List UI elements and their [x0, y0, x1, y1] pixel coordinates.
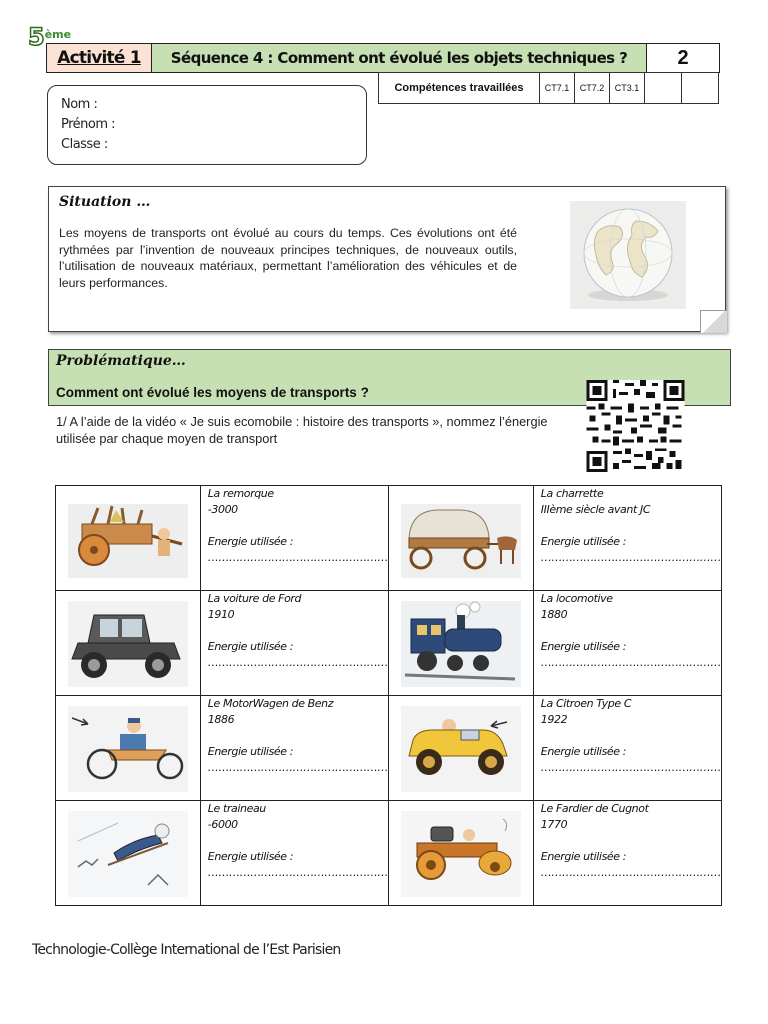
energy-answer-line[interactable]: …………………………………………… — [540, 866, 721, 879]
vehicle-info-cell — [533, 486, 721, 591]
covered-wagon-icon — [391, 494, 531, 582]
energy-answer-line[interactable]: …………………………………………… — [207, 866, 388, 879]
competences-label: Compétences travaillées — [379, 73, 540, 103]
energy-answer-line[interactable]: …………………………………………… — [207, 656, 388, 669]
page-number: 2 — [677, 47, 689, 69]
nom-field[interactable]: Nom : — [61, 97, 98, 112]
vehicle-info-cell — [200, 696, 388, 801]
fardier-icon — [391, 805, 531, 901]
vehicle-date: -6000 — [207, 818, 238, 831]
energy-answer-line[interactable]: …………………………………………… — [540, 761, 721, 774]
energy-label: Energie utilisée : — [207, 640, 294, 653]
activity-title: Activité 1 — [47, 44, 152, 72]
vehicle-info-cell — [200, 801, 388, 906]
table-row — [56, 696, 722, 801]
globe-icon — [570, 201, 686, 309]
citroen-icon — [391, 700, 531, 796]
energy-label: Energie utilisée : — [207, 745, 294, 758]
table-row — [56, 591, 722, 696]
vehicle-date: 1922 — [540, 713, 568, 726]
vehicle-info-cell — [533, 801, 721, 906]
level-suffix: ème — [44, 28, 72, 41]
header-bar — [46, 43, 720, 73]
prenom-field[interactable]: Prénom : — [61, 117, 116, 132]
energy-label: Energie utilisée : — [540, 850, 627, 863]
vehicle-date: 1880 — [540, 608, 568, 621]
energy-answer-line[interactable]: …………………………………………… — [540, 551, 721, 564]
page-fold-icon — [700, 310, 727, 333]
energy-label: Energie utilisée : — [207, 535, 294, 548]
energy-label: Energie utilisée : — [540, 745, 627, 758]
vehicle-date: 1910 — [207, 608, 235, 621]
vehicle-date: IIIème siècle avant JC — [540, 503, 651, 516]
competence-cell: CT 3.1 — [610, 73, 645, 103]
vehicle-name: La voiture de Ford — [207, 592, 302, 605]
sled-icon — [58, 805, 198, 901]
vehicle-date: 1886 — [207, 713, 235, 726]
locomotive-icon — [391, 595, 531, 691]
competence-cell: CT 7.1 — [540, 73, 575, 103]
vehicle-image-cell — [56, 801, 201, 906]
vehicle-name: La locomotive — [540, 592, 613, 605]
table-row — [56, 801, 722, 906]
vehicle-name: La charrette — [540, 487, 604, 500]
situation-box — [48, 186, 726, 332]
footer-text: Technologie-Collège International de l’Est Parisien — [32, 942, 341, 958]
vehicle-info-cell — [200, 591, 388, 696]
vehicles-table — [55, 485, 722, 906]
situation-title: Situation … — [59, 194, 151, 210]
classe-field[interactable]: Classe : — [61, 137, 108, 152]
motorwagen-icon — [58, 700, 198, 796]
competence-empty-cell — [682, 73, 718, 103]
qr-code-icon[interactable] — [586, 380, 685, 472]
identity-box — [47, 85, 367, 165]
vehicle-info-cell — [533, 591, 721, 696]
energy-answer-line[interactable]: …………………………………………… — [207, 761, 388, 774]
vehicle-info-cell — [533, 696, 721, 801]
competence-empty-cell — [645, 73, 682, 103]
vehicle-name: La remorque — [207, 487, 274, 500]
energy-label: Energie utilisée : — [540, 640, 627, 653]
vehicle-date: 1770 — [540, 818, 568, 831]
vehicle-date: -3000 — [207, 503, 238, 516]
vehicle-image-cell — [56, 696, 201, 801]
vehicle-info-cell — [200, 486, 388, 591]
instruction-text: 1/ A l’aide de la vidéo « Je suis ecomobile : histoire des transports », nommez l’énergie utilisée par chaque moyen de transport — [56, 414, 548, 446]
vehicle-name: Le Fardier de Cugnot — [540, 802, 649, 815]
vehicle-image-cell — [389, 591, 534, 696]
situation-text: Les moyens de transports ont évolué au cours du temps. Ces évolutions ont été rythmées par l’invention de nouveaux principes techniques, de nouveaux outils, l’utilisation de nouveaux matériaux, permettant l’amélioration des véhicules et de leurs performances. — [59, 226, 517, 290]
energy-answer-line[interactable]: …………………………………………… — [540, 656, 721, 669]
vehicle-name: Le traineau — [207, 802, 266, 815]
vehicle-name: La Citroen Type C — [540, 697, 632, 710]
problematique-title: Problématique… — [56, 353, 186, 369]
vehicle-image-cell — [389, 486, 534, 591]
cart-icon — [58, 494, 198, 582]
competences-table — [378, 72, 719, 104]
vehicle-image-cell — [389, 696, 534, 801]
problematique-question: Comment ont évolué les moyens de transports ? — [56, 385, 369, 400]
vehicle-image-cell — [389, 801, 534, 906]
table-row — [56, 486, 722, 591]
ford-car-icon — [58, 595, 198, 691]
energy-label: Energie utilisée : — [540, 535, 627, 548]
sequence-title: Séquence 4 : Comment ont évolué les objets techniques ? — [152, 44, 647, 72]
vehicle-name: Le MotorWagen de Benz — [207, 697, 334, 710]
energy-answer-line[interactable]: …………………………………………… — [207, 551, 388, 564]
competence-cell: CT 7.2 — [575, 73, 610, 103]
energy-label: Energie utilisée : — [207, 850, 294, 863]
vehicle-image-cell — [56, 591, 201, 696]
vehicle-image-cell — [56, 486, 201, 591]
level-number: 5 — [28, 23, 45, 51]
